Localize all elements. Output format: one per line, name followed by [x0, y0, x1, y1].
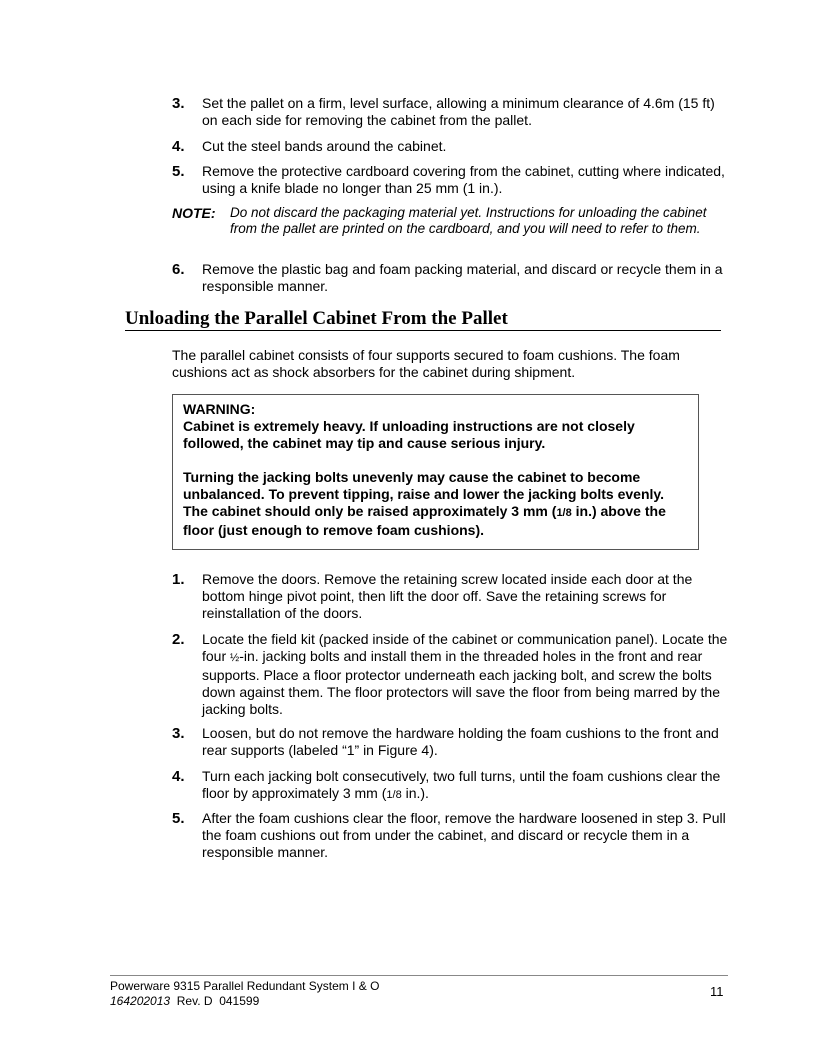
warning-line-2: Turning the jacking bolts unevenly may cause the cabinet to become unbalanced. To prevent tipping, raise and lower the jacking bolts evenly. The cabinet should only be raised approximately 3 mm (1/8 in.) above the floor (just enough to remove foam cushions). [183, 469, 666, 538]
warning-line-1: Cabinet is extremely heavy. If unloading instructions are not closely followed, the cabinet may tip and cause serious injury. [183, 418, 635, 451]
step-5-top [172, 163, 732, 197]
step-text: Cut the steel bands around the cabinet. [202, 138, 447, 154]
step-text: Remove the plastic bag and foam packing material, and discard or recycle them in a responsible manner. [202, 261, 723, 294]
step-number: 3. [172, 725, 185, 742]
warning-title: WARNING: [183, 401, 256, 417]
note-text: Do not discard the packaging material yet. Instructions for unloading the cabinet from the pallet are printed on the cardboard, and you will need to refer to them. [230, 205, 707, 236]
section-intro: The parallel cabinet consists of four supports secured to foam cushions. The foam cushions act as shock absorbers for the cabinet during shipment. [172, 347, 680, 380]
note-block [172, 205, 712, 237]
step-text: Set the pallet on a firm, level surface, allowing a minimum clearance of 4.6m (15 ft) on each side for removing the cabinet from the pallet. [202, 95, 715, 128]
footer-info [110, 979, 379, 1009]
step-number: 5. [172, 163, 185, 180]
heading-underline [125, 330, 721, 331]
page-number: 11 [710, 984, 724, 999]
doc-revision: Rev. D 041599 [170, 994, 260, 1008]
doc-number: 164202013 [110, 994, 171, 1008]
fraction: ½ [230, 652, 240, 664]
fraction: 1/8 [386, 789, 402, 801]
step-text: Remove the doors. Remove the retaining screw located inside each door at the bottom hinge pivot point, then lift the door off. Save the retaining screws for reinstallation of the doors. [202, 571, 693, 621]
step-number: 3. [172, 95, 185, 112]
step-3-top [172, 95, 732, 129]
step-3 [172, 725, 732, 759]
step-text: After the foam cushions clear the floor, remove the hardware loosened in step 3. Pull the foam cushions out from under the cabinet, and discard or recycle them in a responsible manner. [202, 810, 726, 860]
footer-doc-info [110, 994, 379, 1009]
step-number: 5. [172, 810, 185, 827]
step-5 [172, 810, 732, 861]
step-number: 4. [172, 768, 185, 785]
step-2 [172, 631, 732, 718]
step-1 [172, 571, 732, 622]
footer-title: Powerware 9315 Parallel Redundant System I & O [110, 979, 380, 993]
fraction: 1/8 [556, 507, 572, 519]
step-number: 2. [172, 631, 185, 648]
step-number: 6. [172, 261, 185, 278]
footer-divider [110, 975, 728, 976]
step-number: 1. [172, 571, 185, 588]
note-label: NOTE: [172, 205, 216, 221]
step-number: 4. [172, 138, 185, 155]
section-heading [125, 309, 721, 330]
step-4-top [172, 138, 732, 155]
section-heading-text: Unloading the Parallel Cabinet From the Pallet [125, 308, 508, 329]
step-text: Turn each jacking bolt consecutively, two full turns, until the foam cushions clear the floor by approximately 3 mm (1/8 in.). [202, 768, 721, 801]
step-text: Loosen, but do not remove the hardware holding the foam cushions to the front and rear supports (labeled “1” in Figure 4). [202, 725, 719, 758]
step-text: Locate the field kit (packed inside of the cabinet or communication panel). Locate the four ½-in. jacking bolts and install them in the threaded holes in the front and rear supports. Place a floor protector underneath each jacking bolt, and screw the bolts down against them. The floor protectors will save the floor from being marred by the jacking bolts. [202, 631, 728, 717]
step-4 [172, 768, 732, 804]
step-6 [172, 261, 732, 295]
step-text: Remove the protective cardboard covering from the cabinet, cutting where indicated, using a knife blade no longer than 25 mm (1 in.). [202, 163, 725, 196]
warning-box [172, 394, 699, 550]
